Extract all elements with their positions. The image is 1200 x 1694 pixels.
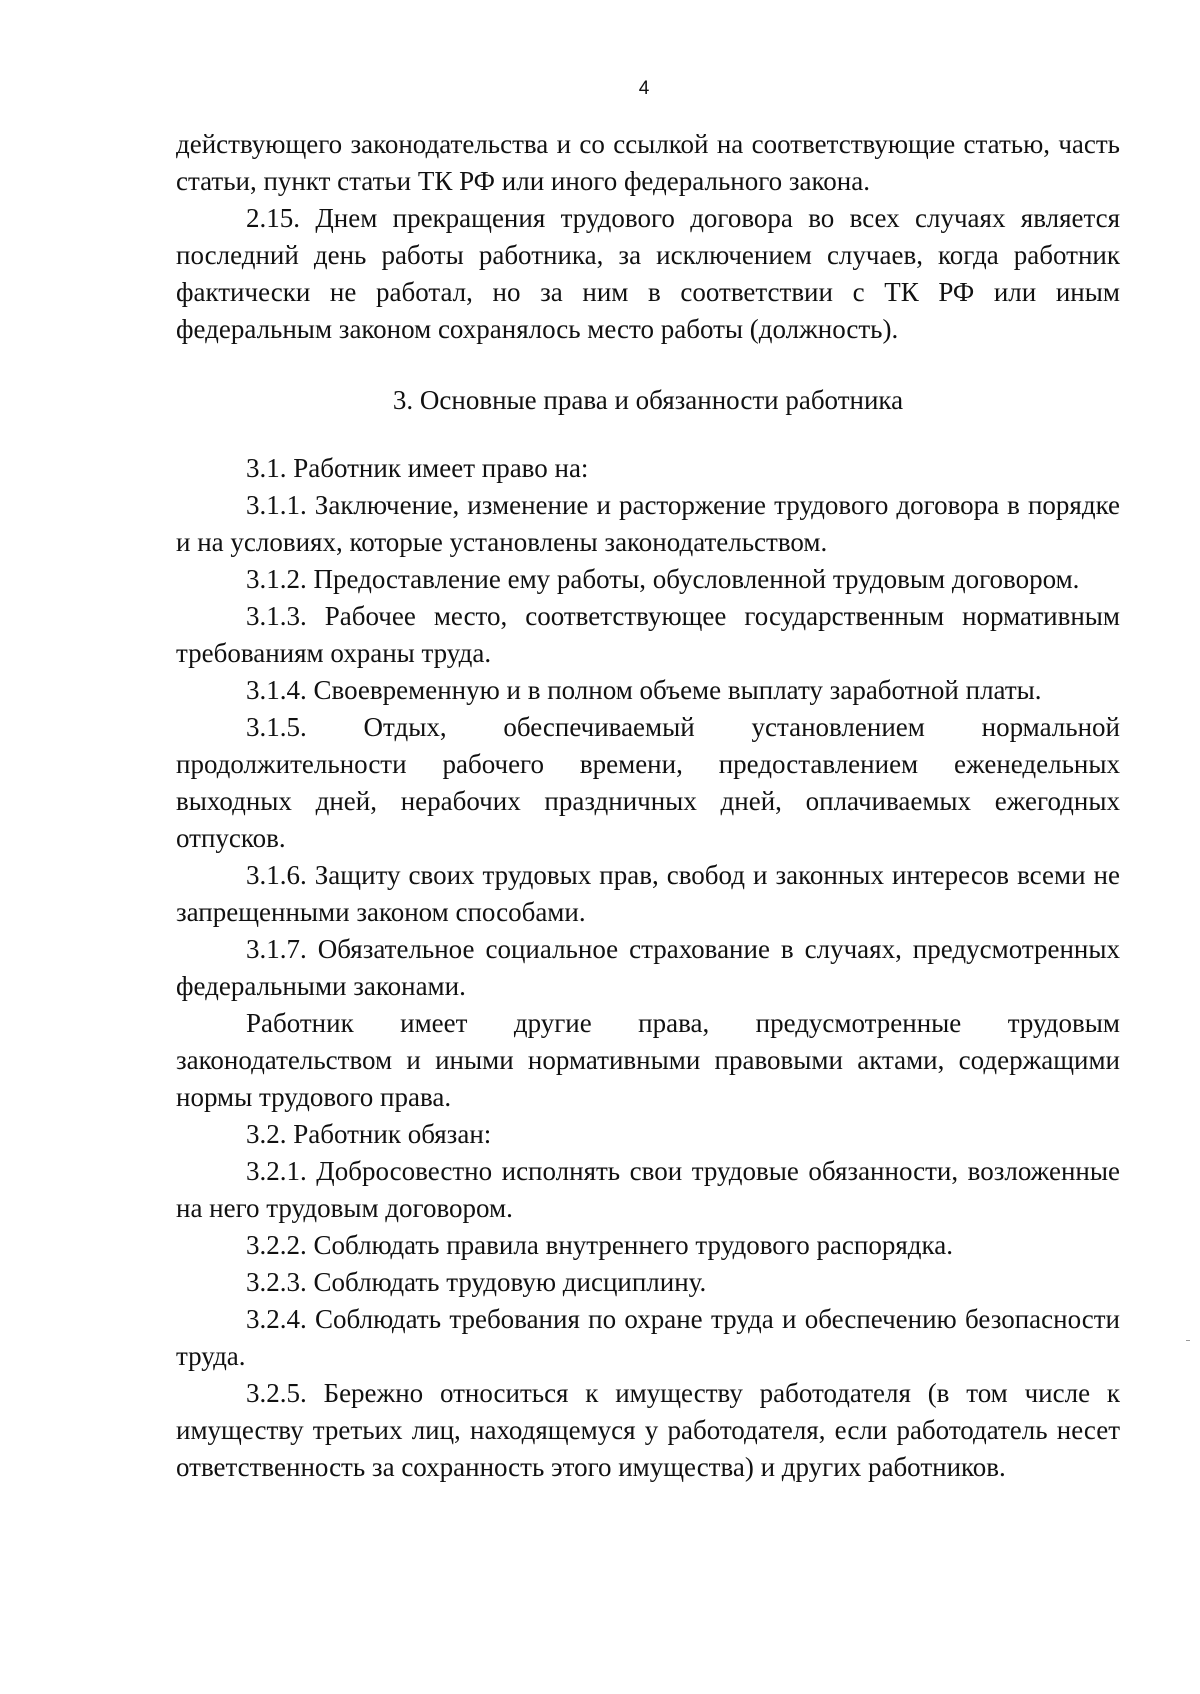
duties-item-3-2-1: 3.2.1. Добросовестно исполнять свои трудовые обязанности, возложенные на него трудовым договором. xyxy=(176,1156,1120,1223)
duties-item-3-2-2: 3.2.2. Соблюдать правила внутреннего трудового распорядка. xyxy=(246,1230,953,1260)
paragraph-2-15: 2.15. Днем прекращения трудового договора во всех случаях является последний день работы работника, за исключением случаев, когда работник фактически не работал, но за ним в соответствии с ТК РФ или иным федеральным законом сохранялось место работы (должность). xyxy=(176,203,1120,344)
rights-intro: 3.1. Работник имеет право на: xyxy=(246,453,589,483)
rights-item-3-1-2: 3.1.2. Предоставление ему работы, обусловленной трудовым договором. xyxy=(246,564,1080,594)
paragraph-continuation: действующего законодательства и со ссылкой на соответствующие статью, часть статьи, пункт статьи ТК РФ или иного федерального закона. xyxy=(176,129,1120,196)
scan-edge-mark xyxy=(1186,1340,1190,1341)
section-heading: 3. Основные права и обязанности работника xyxy=(392,385,904,415)
rights-item-3-1-5: 3.1.5. Отдых, обеспечиваемый установлением нормальной продолжительности рабочего времени, предоставлением еженедельных выходных дней, нерабочих праздничных дней, оплачиваемых ежегодных отпусков. xyxy=(176,712,1120,853)
duties-item-3-2-5: 3.2.5. Бережно относиться к имуществу работодателя (в том числе к имуществу третьих лиц, находящемуся у работодателя, если работодатель несет ответственность за сохранность этого имущества) и других работников. xyxy=(176,1378,1120,1482)
duties-item-3-2-3: 3.2.3. Соблюдать трудовую дисциплину. xyxy=(246,1267,707,1297)
page-number: 4 xyxy=(638,78,650,99)
rights-item-3-1-4: 3.1.4. Своевременную и в полном объеме выплату заработной платы. xyxy=(246,675,1042,705)
rights-item-3-1-7: 3.1.7. Обязательное социальное страхование в случаях, предусмотренных федеральными законами. xyxy=(176,934,1120,1001)
document-body xyxy=(176,126,1120,1486)
duties-item-3-2-4: 3.2.4. Соблюдать требования по охране труда и обеспечению безопасности труда. xyxy=(176,1304,1120,1371)
rights-item-3-1-3: 3.1.3. Рабочее место, соответствующее государственным нормативным требованиям охраны труда. xyxy=(176,601,1120,668)
rights-item-3-1-6: 3.1.6. Защиту своих трудовых прав, свобод и законных интересов всеми не запрещенными законом способами. xyxy=(176,860,1120,927)
rights-closing: Работник имеет другие права, предусмотренные трудовым законодательством и иными нормативными правовыми актами, содержащими нормы трудового права. xyxy=(176,1008,1120,1112)
duties-intro: 3.2. Работник обязан: xyxy=(246,1119,492,1149)
rights-item-3-1-1: 3.1.1. Заключение, изменение и расторжение трудового договора в порядке и на условиях, которые установлены законодательством. xyxy=(176,490,1120,557)
